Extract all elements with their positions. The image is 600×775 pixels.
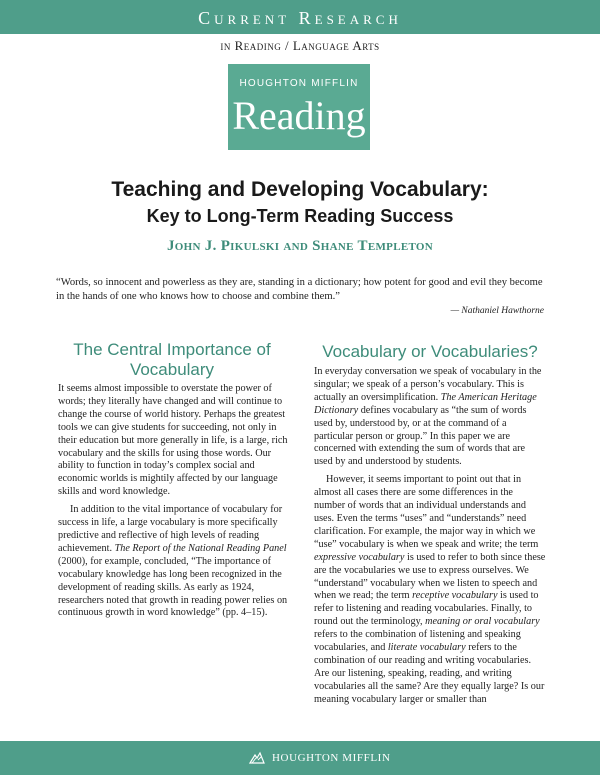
paragraph: However, it seems important to point out that in almost all cases there are some differences in the number of words that an individual understands and uses. Even the terms “uses” and “understands” need clarification. For example, the major way in which we “use” vocabulary is when we speak and write; the term expressive vocabulary is used to refer to both since these are the vocabularies we use to express ourselves. We “understand” vocabulary when we listen to speech and when we read; the term receptive vocabulary is used to refer to listening and reading vocabularies. Finally, to round out the terminology, meaning or oral vocabulary refers to the combination of listening and speaking vocabularies, and literate vocabulary refers to the combination of our reading and writing vocabularies. Are our listening, speaking, reading, and writing vocabularies all the same? Are they equally large? Is our meaning vocabulary larger or smaller than [314,474,546,705]
logo-wordmark: Reading [232,93,366,138]
reading-logo [228,64,370,150]
article-subtitle: Key to Long-Term Reading Success [146,206,454,226]
paragraph: In addition to the vital importance of vocabulary for success in life, a large vocabulary is more specifically predictive and reflective of high levels of reading achievement. The Report of the National Reading Panel (2000), for example, concluded, “The importance of vocabulary knowledge has long been recognized in the development of reading skills. As early as 1924, researchers noted that growth in reading power relies on continuous growth in word knowledge” (pp. 4–15). [58,504,288,619]
header-bar [0,0,600,34]
series-title: Current Research [198,8,402,28]
right-column-body [314,366,546,712]
article-authors: John J. Pikulski and Shane Templeton [166,238,434,254]
logo-publisher: HOUGHTON MIFFLIN [239,78,359,89]
left-column-body [58,383,290,625]
article-title: Teaching and Developing Vocabulary: [111,178,489,201]
series-subtitle: in Reading / Language Arts [220,38,380,53]
right-column-heading: Vocabulary or Vocabularies? [322,342,538,361]
epigraph-quote: “Words, so innocent and powerless as they are, standing in a dictionary; how potent for good and evil they become in the hands of one who knows how to choose and combine them.” [56,277,543,302]
paragraph: It seems almost impossible to overstate the power of words; they literally have changed and will continue to change the course of world history. Perhaps the greatest tools we can give students for succeeding, not only in their education but more generally in life, is a large, rich vocabulary and the skills for using those words. Our ability to function in today’s complex social and economic worlds is mightily affected by our language skills and word knowledge. [58,383,288,498]
epigraph-attribution: — Nathaniel Hawthorne [450,306,544,316]
footer-logo [248,750,390,766]
publisher-icon [248,751,266,765]
left-column-heading: The Central Importance of Vocabulary [73,340,271,379]
footer-publisher: HOUGHTON MIFFLIN [272,752,391,764]
paragraph: In everyday conversation we speak of vocabulary in the singular; we speak of a person’s vocabulary. This is actually an oversimplification. The American Heritage Dictionary defines vocabulary as “the sum of words used by, understood by, or at the command of a particular person or group.” In this paper we are concerned with extending the sum of words that are used by and understood by students. [314,366,542,468]
